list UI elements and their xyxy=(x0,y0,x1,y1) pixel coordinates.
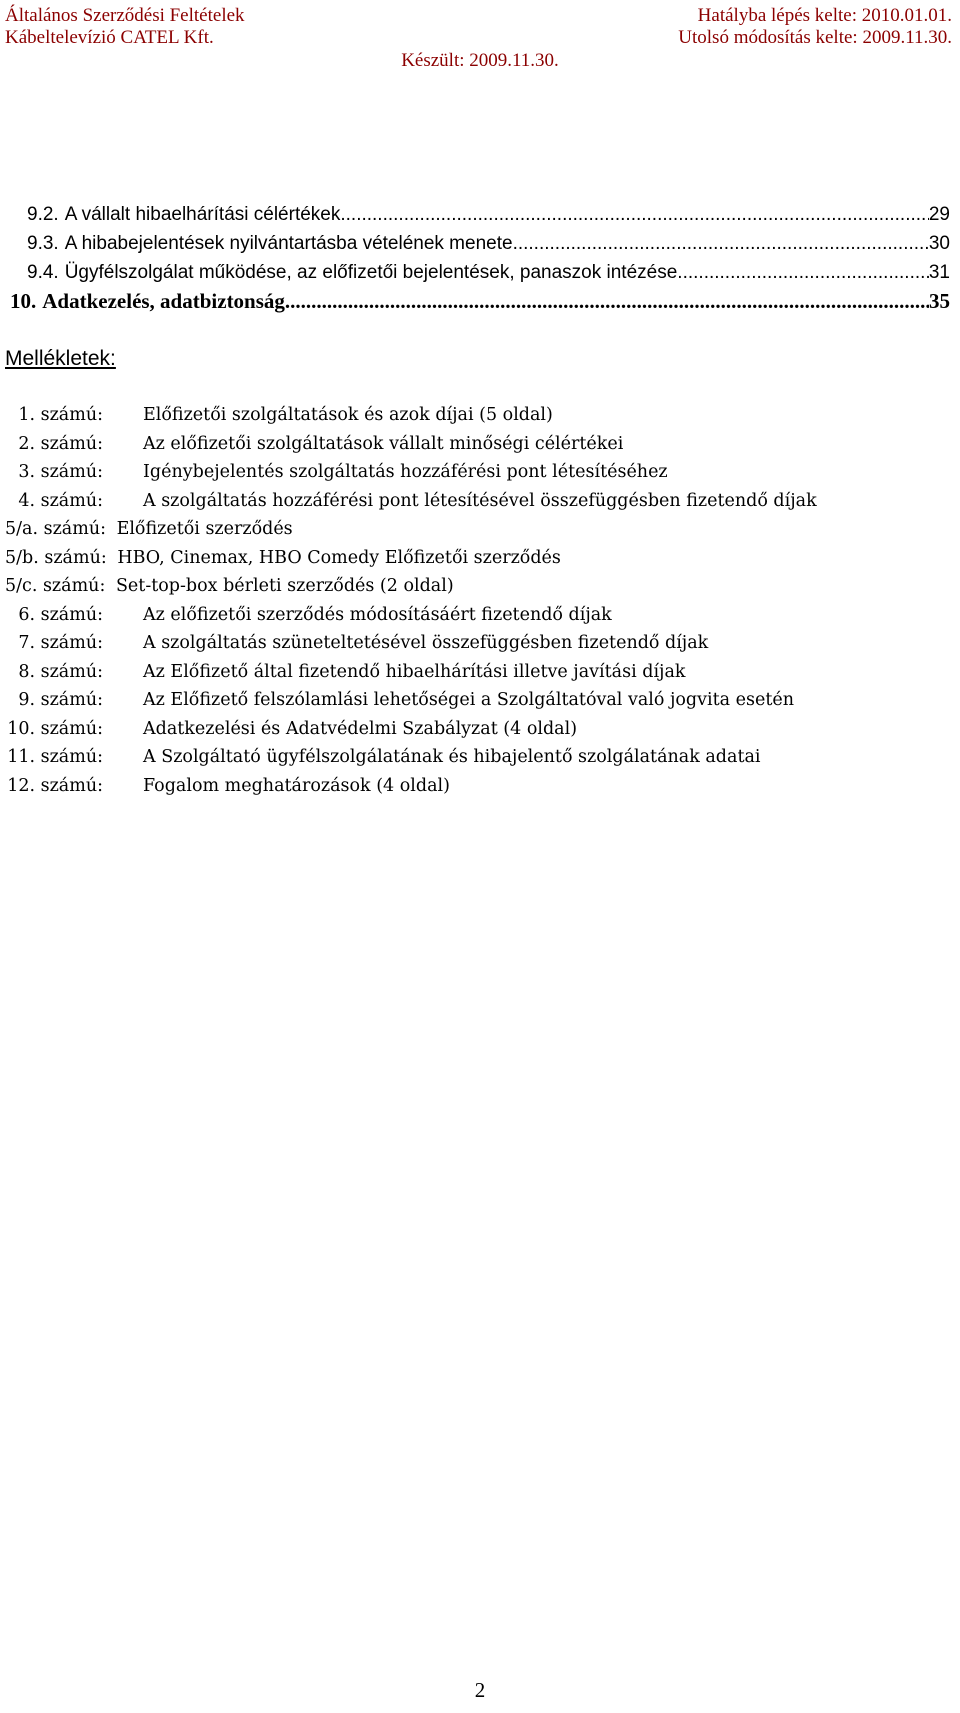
toc-entry-page: 35 xyxy=(929,289,950,313)
annex-text: Előfizetői szerződés xyxy=(116,519,293,539)
annex-text: A Szolgáltató ügyfélszolgálatának és hibajelentő szolgálatának adatai xyxy=(143,747,761,767)
annex-text: Az előfizetői szolgáltatások vállalt minőségi célértékei xyxy=(143,433,624,454)
annex-text: Az előfizetői szerződés módosításáért fizetendő díjak xyxy=(143,604,612,625)
toc-dot-leader xyxy=(285,287,929,316)
toc-dot-leader xyxy=(513,229,929,258)
annex-item xyxy=(0,430,960,459)
annex-item xyxy=(0,544,960,573)
annexes-heading: Mellékletek: xyxy=(5,347,116,370)
toc-dot-leader xyxy=(340,200,929,229)
annex-item xyxy=(0,743,960,772)
toc-entry[interactable] xyxy=(10,200,950,229)
annex-label: 4. számú: xyxy=(18,490,103,511)
annex-text: A szolgáltatás hozzáférési pont létesítésével összefüggésben fizetendő díjak xyxy=(143,490,817,511)
toc-entry-title: Adatkezelés, adatbiztonság xyxy=(42,289,285,313)
annex-text: A szolgáltatás szüneteltetésével összefüggésben fizetendő díjak xyxy=(143,633,709,653)
annex-label: 5/c. számú: xyxy=(5,576,106,596)
annex-label: 5/b. számú: xyxy=(5,547,107,568)
annex-item xyxy=(0,572,960,601)
annex-label: 7. számú: xyxy=(18,633,103,653)
annex-text: Fogalom meghatározások (4 oldal) xyxy=(143,775,450,796)
annex-label: 9. számú: xyxy=(18,690,103,710)
toc-entry-page: 31 xyxy=(928,262,950,283)
toc-entry-title: A hibabejelentések nyilvántartásba vételének menete xyxy=(64,233,513,254)
annex-item xyxy=(0,515,960,544)
toc-entry-number: 9.3. xyxy=(27,233,59,254)
annex-label: 6. számú: xyxy=(18,604,103,625)
toc-dot-leader xyxy=(677,258,929,287)
annex-label: 12. számú: xyxy=(7,775,103,796)
annex-item xyxy=(0,658,960,687)
annex-text: Set-top-box bérleti szerződés (2 oldal) xyxy=(115,576,454,596)
annex-item xyxy=(0,629,960,658)
toc-entry-page: 30 xyxy=(928,233,950,254)
annex-item xyxy=(0,601,960,630)
document-header xyxy=(0,0,960,76)
toc-entry-number: 9.2. xyxy=(27,204,59,225)
table-of-contents xyxy=(10,200,950,316)
annex-text: HBO, Cinemax, HBO Comedy Előfizetői szerződés xyxy=(117,547,561,568)
toc-entry[interactable] xyxy=(10,287,950,316)
page-number: 2 xyxy=(474,1678,486,1702)
annex-item xyxy=(0,458,960,487)
annex-label: 3. számú: xyxy=(18,462,103,482)
annex-label: 8. számú: xyxy=(18,661,103,682)
annex-text: Az Előfizető felszólamlási lehetőségei a Szolgáltatóval való jogvita esetén xyxy=(143,690,795,710)
annex-label: 5/a. számú: xyxy=(5,519,106,539)
annex-label: 11. számú: xyxy=(7,747,103,767)
annex-item xyxy=(0,686,960,715)
toc-entry-title: A vállalt hibaelhárítási célértékek xyxy=(64,204,341,225)
annex-item xyxy=(0,772,960,801)
toc-entry-number: 10. xyxy=(10,289,37,313)
annex-item xyxy=(0,715,960,744)
toc-entry-page: 29 xyxy=(928,204,950,225)
toc-entry[interactable] xyxy=(10,229,950,258)
annex-list xyxy=(0,401,960,800)
toc-entry-number: 9.4. xyxy=(27,262,59,283)
header-last-modified-date: Utolsó módosítás kelte: 2009.11.30. xyxy=(678,27,952,48)
toc-entry-title: Ügyfélszolgálat működése, az előfizetői bejelentések, panaszok intézése xyxy=(64,262,678,283)
annex-text: Adatkezelési és Adatvédelmi Szabályzat (4 oldal) xyxy=(143,718,578,739)
annex-label: 1. számú: xyxy=(18,405,103,425)
header-effective-date: Hatályba lépés kelte: 2010.01.01. xyxy=(697,5,952,26)
annex-item xyxy=(0,487,960,516)
annex-text: Előfizetői szolgáltatások és azok díjai (5 oldal) xyxy=(143,405,553,425)
header-created-date: Készült: 2009.11.30. xyxy=(401,50,559,71)
annex-text: Az Előfizető által fizetendő hibaelhárítási illetve javítási díjak xyxy=(143,661,686,682)
header-document-title: Általános Szerződési Feltételek xyxy=(5,5,245,26)
annex-label: 10. számú: xyxy=(7,718,103,739)
header-company-name: Kábeltelevízió CATEL Kft. xyxy=(5,27,214,48)
toc-entry[interactable] xyxy=(10,258,950,287)
annex-text: Igénybejelentés szolgáltatás hozzáférési pont létesítéséhez xyxy=(143,462,668,482)
annex-label: 2. számú: xyxy=(18,433,103,454)
annex-item xyxy=(0,401,960,430)
